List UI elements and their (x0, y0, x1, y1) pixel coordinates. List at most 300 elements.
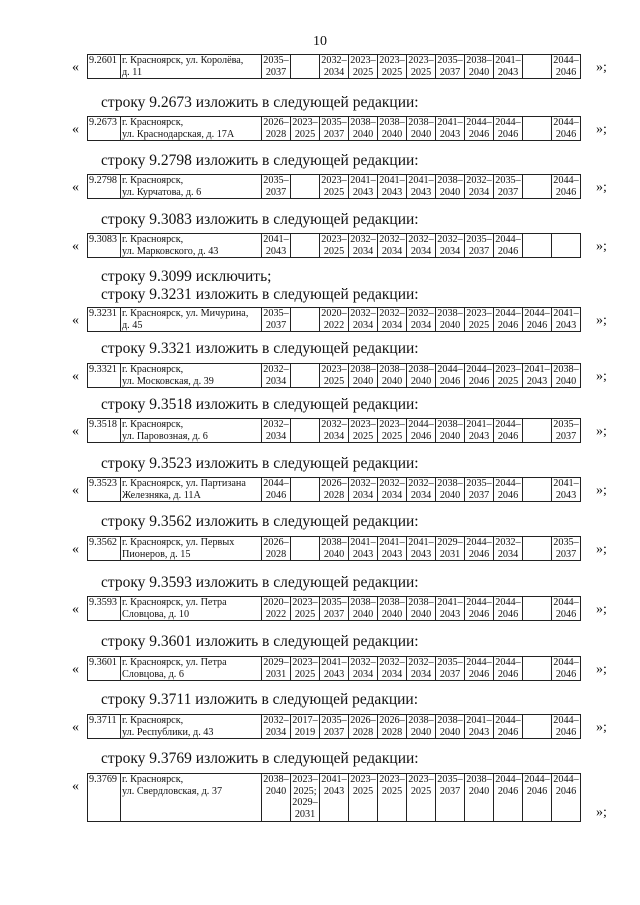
section-heading: строку 9.3523 изложить в следующей редакции: (101, 455, 419, 472)
year-range-cell (523, 657, 552, 681)
year-part: 2035– (553, 419, 579, 430)
year-range-cell (262, 597, 291, 621)
row-number-cell: 9.3601 (88, 657, 121, 681)
year-part: 2023– (292, 117, 318, 128)
year-part: 2038– (350, 117, 376, 128)
year-part: 2034 (381, 668, 403, 680)
year-range-cell (494, 715, 523, 739)
year-range-cell (291, 478, 320, 502)
year-part: 2038– (408, 597, 434, 608)
address-line: ул. Московская, д. 39 (122, 375, 214, 387)
year-range-cell (407, 478, 436, 502)
year-range-cell (291, 117, 320, 141)
year-part: 2023– (292, 774, 318, 785)
year-part: 2040 (439, 726, 461, 738)
year-part: 2025 (294, 608, 316, 620)
address-line: г. Красноярск, ул. Партизана (122, 478, 246, 489)
year-range-cell (494, 55, 523, 79)
year-part: 2037 (555, 548, 577, 560)
year-part: 2023– (292, 657, 318, 668)
year-part: 2025 (352, 785, 374, 797)
year-part: 2035– (553, 537, 579, 548)
row-number-cell: 9.3231 (88, 308, 121, 332)
year-range-cell (494, 175, 523, 199)
year-part: 2040 (410, 375, 432, 387)
year-part: 2043 (555, 319, 577, 331)
year-part: 2043 (439, 128, 461, 140)
quote-open: « (72, 60, 79, 75)
year-range-cell (465, 657, 494, 681)
year-part: 2034 (497, 548, 519, 560)
year-range-cell (436, 55, 465, 79)
year-part: 2023– (466, 308, 492, 319)
year-part: 2041– (263, 234, 289, 245)
year-part: 2025 (352, 66, 374, 78)
year-range-cell (262, 117, 291, 141)
year-part: 2040 (352, 375, 374, 387)
year-range-cell (465, 55, 494, 79)
address-cell (121, 308, 262, 332)
year-range-cell (349, 657, 378, 681)
year-part: 2044– (466, 117, 492, 128)
year-part: 2044– (495, 597, 521, 608)
year-part: 2023– (495, 364, 521, 375)
quote-close: »; (596, 60, 607, 75)
year-part: 2025 (294, 128, 316, 140)
year-part: 2044– (495, 774, 521, 785)
quote-open: « (72, 602, 79, 617)
year-part: 2026– (263, 117, 289, 128)
year-part: 2043 (468, 430, 490, 442)
year-part: 2040 (352, 608, 374, 620)
year-range-cell (291, 715, 320, 739)
year-range-cell (552, 308, 581, 332)
year-part: 2035– (495, 175, 521, 186)
year-part: 2025 (323, 186, 345, 198)
year-range-cell (349, 175, 378, 199)
year-range-cell (494, 537, 523, 561)
year-part: 2038– (466, 55, 492, 66)
table-row (88, 715, 581, 739)
row-number-cell: 9.3562 (88, 537, 121, 561)
year-range-cell (407, 234, 436, 258)
year-range-cell (523, 419, 552, 443)
year-range-cell (436, 364, 465, 388)
year-range-cell (262, 715, 291, 739)
year-part: 2046 (526, 319, 548, 331)
year-range-cell (465, 597, 494, 621)
year-range-cell (378, 419, 407, 443)
year-range-cell (436, 715, 465, 739)
year-part: 2034 (352, 319, 374, 331)
year-part: 2041– (466, 419, 492, 430)
table-row (88, 55, 581, 79)
year-part: 2046 (497, 726, 519, 738)
year-range-cell (291, 175, 320, 199)
year-part: 2043 (381, 186, 403, 198)
year-part: 2038– (437, 175, 463, 186)
year-range-cell (320, 55, 349, 79)
address-line: г. Красноярск, (122, 117, 184, 128)
year-part: 2043 (555, 489, 577, 501)
year-part: 2046 (497, 245, 519, 257)
year-range-cell (320, 537, 349, 561)
quote-open: « (72, 542, 79, 557)
year-part: 2026– (350, 715, 376, 726)
address-line: д. 11 (122, 66, 143, 78)
year-part: 2034 (410, 668, 432, 680)
year-range-cell (523, 234, 552, 258)
quote-open: « (72, 662, 79, 677)
year-part: 2035– (437, 774, 463, 785)
year-range-cell (378, 364, 407, 388)
table-row (88, 657, 581, 681)
year-range-cell (523, 715, 552, 739)
year-range-cell (552, 419, 581, 443)
year-part: 2043 (352, 548, 374, 560)
year-part: 2037 (323, 128, 345, 140)
table-row (88, 478, 581, 502)
year-part: 2046 (468, 548, 490, 560)
year-range-cell (552, 597, 581, 621)
address-cell (121, 478, 262, 502)
year-part: 2025 (497, 375, 519, 387)
register-row-table (87, 773, 581, 822)
year-part: 2035– (321, 715, 347, 726)
year-part: 2026– (263, 537, 289, 548)
year-part: 2035– (263, 55, 289, 66)
year-part: 2025 (381, 66, 403, 78)
year-part: 2023– (321, 234, 347, 245)
year-part: 2046 (555, 128, 577, 140)
quote-close: »; (596, 122, 607, 137)
address-cell (121, 774, 262, 822)
address-line: г. Красноярск, ул. Петра (122, 657, 227, 668)
year-part: 2043 (381, 548, 403, 560)
address-cell (121, 657, 262, 681)
address-cell (121, 364, 262, 388)
year-part: 2025 (381, 785, 403, 797)
year-range-cell (494, 117, 523, 141)
year-part: 2038– (350, 364, 376, 375)
year-part: 2046 (265, 489, 287, 501)
year-part: 2044– (553, 117, 579, 128)
year-part: 2032– (350, 308, 376, 319)
year-range-cell (291, 537, 320, 561)
year-part: 2044– (437, 364, 463, 375)
year-part: 2046 (468, 375, 490, 387)
year-part: 2044– (553, 715, 579, 726)
year-range-cell (291, 234, 320, 258)
year-part: 2031 (439, 548, 461, 560)
year-part: 2038– (437, 308, 463, 319)
year-part: 2028 (265, 548, 287, 560)
year-part: 2043 (526, 375, 548, 387)
year-part: 2034 (352, 245, 374, 257)
row-number-cell: 9.3769 (88, 774, 121, 822)
year-part: 2046 (497, 489, 519, 501)
address-line: Пионеров, д. 15 (122, 548, 191, 560)
address-line: г. Красноярск, (122, 175, 184, 186)
year-part: 2023– (321, 175, 347, 186)
table-row (88, 774, 581, 822)
year-range-cell (494, 597, 523, 621)
year-part: 2032– (379, 657, 405, 668)
year-part: 2041– (321, 657, 347, 668)
year-part: 2046 (497, 430, 519, 442)
year-range-cell (407, 657, 436, 681)
address-cell (121, 537, 262, 561)
year-range-cell (378, 308, 407, 332)
year-range-cell (465, 715, 494, 739)
row-number-cell: 9.2673 (88, 117, 121, 141)
year-range-cell (407, 175, 436, 199)
year-part: 2034 (265, 375, 287, 387)
year-part: 2044– (495, 478, 521, 489)
year-range-cell (349, 774, 378, 822)
year-part: 2043 (265, 245, 287, 257)
address-line: Железняка, д. 11А (122, 489, 201, 501)
year-range-cell (523, 597, 552, 621)
year-range-cell (378, 175, 407, 199)
year-range-cell (262, 55, 291, 79)
year-part: 2046 (555, 66, 577, 78)
year-part: 2034 (352, 489, 374, 501)
year-part: 2034 (323, 66, 345, 78)
year-part: 2035– (263, 308, 289, 319)
page-number: 10 (313, 34, 327, 49)
year-range-cell (465, 234, 494, 258)
year-part: 2040 (352, 128, 374, 140)
section-heading: строку 9.3231 изложить в следующей редакции: (101, 286, 419, 303)
year-part: 2044– (553, 774, 579, 785)
register-row-table (87, 363, 581, 388)
year-range-cell (552, 364, 581, 388)
section-heading: строку 9.2798 изложить в следующей редакции: (101, 152, 419, 169)
quote-close: »; (596, 602, 607, 617)
year-part: 2037 (265, 319, 287, 331)
year-part: 2043 (439, 608, 461, 620)
register-row-table (87, 477, 581, 502)
year-range-cell (552, 537, 581, 561)
year-part: 2038– (408, 117, 434, 128)
year-range-cell (291, 55, 320, 79)
address-cell (121, 175, 262, 199)
year-range-cell (523, 308, 552, 332)
year-range-cell (407, 715, 436, 739)
table-row (88, 597, 581, 621)
year-part: 2041– (350, 175, 376, 186)
year-range-cell (291, 419, 320, 443)
year-part: 2040 (323, 548, 345, 560)
year-part: 2023– (379, 774, 405, 785)
year-part: 2023– (408, 774, 434, 785)
year-part: 2023– (350, 774, 376, 785)
year-part: 2037 (439, 785, 461, 797)
year-part: 2037 (555, 430, 577, 442)
year-part: 2035– (466, 234, 492, 245)
year-part: 2044– (495, 657, 521, 668)
year-range-cell (465, 175, 494, 199)
year-range-cell (465, 537, 494, 561)
year-part: 2028 (323, 489, 345, 501)
year-part: 2038– (350, 597, 376, 608)
quote-close: »; (596, 180, 607, 195)
row-number-cell: 9.3711 (88, 715, 121, 739)
year-part: 2041– (408, 175, 434, 186)
register-row-table (87, 174, 581, 199)
register-row-table (87, 233, 581, 258)
year-part: 2040 (381, 375, 403, 387)
year-range-cell (262, 537, 291, 561)
year-part: 2034 (352, 668, 374, 680)
year-range-cell (262, 308, 291, 332)
year-range-cell (349, 597, 378, 621)
year-range-cell (262, 175, 291, 199)
year-part: 2037 (468, 489, 490, 501)
year-range-cell (320, 597, 349, 621)
year-part: 2032– (350, 234, 376, 245)
year-range-cell (407, 308, 436, 332)
year-range-cell (349, 55, 378, 79)
year-range-cell (407, 55, 436, 79)
row-number-cell: 9.3083 (88, 234, 121, 258)
year-range-cell (465, 364, 494, 388)
year-part: 2044– (495, 117, 521, 128)
year-part: 2034 (381, 319, 403, 331)
year-part: 2043 (468, 726, 490, 738)
year-part: 2041– (379, 537, 405, 548)
table-row (88, 234, 581, 258)
quote-close: »; (596, 483, 607, 498)
year-part: 2046 (468, 668, 490, 680)
year-range-cell (378, 657, 407, 681)
year-part: 2034 (410, 245, 432, 257)
year-range-cell (349, 478, 378, 502)
year-part: 2025 (323, 245, 345, 257)
address-line: ул. Республики, д. 43 (122, 726, 214, 738)
year-part: 2032– (379, 308, 405, 319)
year-range-cell (349, 419, 378, 443)
year-part: 2038– (263, 774, 289, 785)
year-range-cell (291, 364, 320, 388)
year-part: 2032– (408, 657, 434, 668)
year-range-cell (523, 364, 552, 388)
year-range-cell (320, 774, 349, 822)
year-part: 2041– (437, 117, 463, 128)
year-range-cell (291, 597, 320, 621)
year-range-cell (262, 774, 291, 822)
row-number-cell: 9.2601 (88, 55, 121, 79)
year-part: 2040 (381, 128, 403, 140)
year-part: 2041– (553, 478, 579, 489)
year-part: 2041– (437, 597, 463, 608)
section-heading: строку 9.3593 изложить в следующей редакции: (101, 574, 419, 591)
year-part: 2040 (410, 726, 432, 738)
year-part: 2046 (526, 785, 548, 797)
year-part: 2046 (468, 128, 490, 140)
year-part: 2032– (379, 478, 405, 489)
year-part: 2032– (408, 308, 434, 319)
year-part: 2017– (292, 715, 318, 726)
year-range-cell (320, 234, 349, 258)
year-part: 2044– (408, 419, 434, 430)
row-number-cell: 9.3523 (88, 478, 121, 502)
year-part: 2044– (524, 774, 550, 785)
year-range-cell (523, 478, 552, 502)
year-part: 2041– (524, 364, 550, 375)
year-range-cell (465, 478, 494, 502)
year-range-cell (436, 537, 465, 561)
year-part: 2037 (323, 726, 345, 738)
year-part: 2044– (466, 657, 492, 668)
year-part: 2038– (408, 364, 434, 375)
year-range-cell (320, 419, 349, 443)
year-part: 2032– (408, 234, 434, 245)
year-part: 2044– (466, 597, 492, 608)
year-range-cell (349, 308, 378, 332)
year-part: 2032– (408, 478, 434, 489)
year-range-cell (552, 774, 581, 822)
address-cell (121, 55, 262, 79)
year-part: 2038– (321, 537, 347, 548)
quote-open: « (72, 313, 79, 328)
year-range-cell (378, 234, 407, 258)
year-part: 2034 (265, 430, 287, 442)
year-range-cell (262, 657, 291, 681)
quote-open: « (72, 180, 79, 195)
year-part: 2025 (410, 785, 432, 797)
quote-close: »; (596, 239, 607, 254)
year-part: 2023– (379, 419, 405, 430)
year-part: 2032– (263, 364, 289, 375)
year-part: 2038– (553, 364, 579, 375)
year-range-cell (494, 308, 523, 332)
year-range-cell (552, 234, 581, 258)
section-heading: строку 9.3601 изложить в следующей редакции: (101, 633, 419, 650)
address-cell (121, 234, 262, 258)
year-range-cell (436, 234, 465, 258)
year-range-cell (436, 308, 465, 332)
address-line: Словцова, д. 10 (122, 608, 190, 620)
year-part: 2041– (408, 537, 434, 548)
table-row (88, 537, 581, 561)
year-part: 2040 (439, 430, 461, 442)
address-cell (121, 715, 262, 739)
year-range-cell (436, 478, 465, 502)
section-heading: строку 9.3518 изложить в следующей редакции: (101, 396, 419, 413)
row-number-cell: 9.3518 (88, 419, 121, 443)
year-part: 2044– (524, 308, 550, 319)
year-range-cell (349, 364, 378, 388)
year-range-cell (552, 478, 581, 502)
year-part: 2040 (381, 608, 403, 620)
quote-close: »; (596, 369, 607, 384)
year-range-cell (494, 774, 523, 822)
year-part: 2022 (323, 319, 345, 331)
year-range-cell (262, 364, 291, 388)
address-line: ул. Краснодарская, д. 17А (122, 128, 235, 140)
year-part: 2037 (265, 66, 287, 78)
quote-close: »; (596, 424, 607, 439)
year-range-cell (523, 117, 552, 141)
quote-open: « (72, 239, 79, 254)
year-part: 2025 (468, 319, 490, 331)
year-range-cell (407, 364, 436, 388)
year-range-cell (320, 175, 349, 199)
year-range-cell (291, 774, 320, 822)
year-part: 2031 (294, 808, 316, 820)
